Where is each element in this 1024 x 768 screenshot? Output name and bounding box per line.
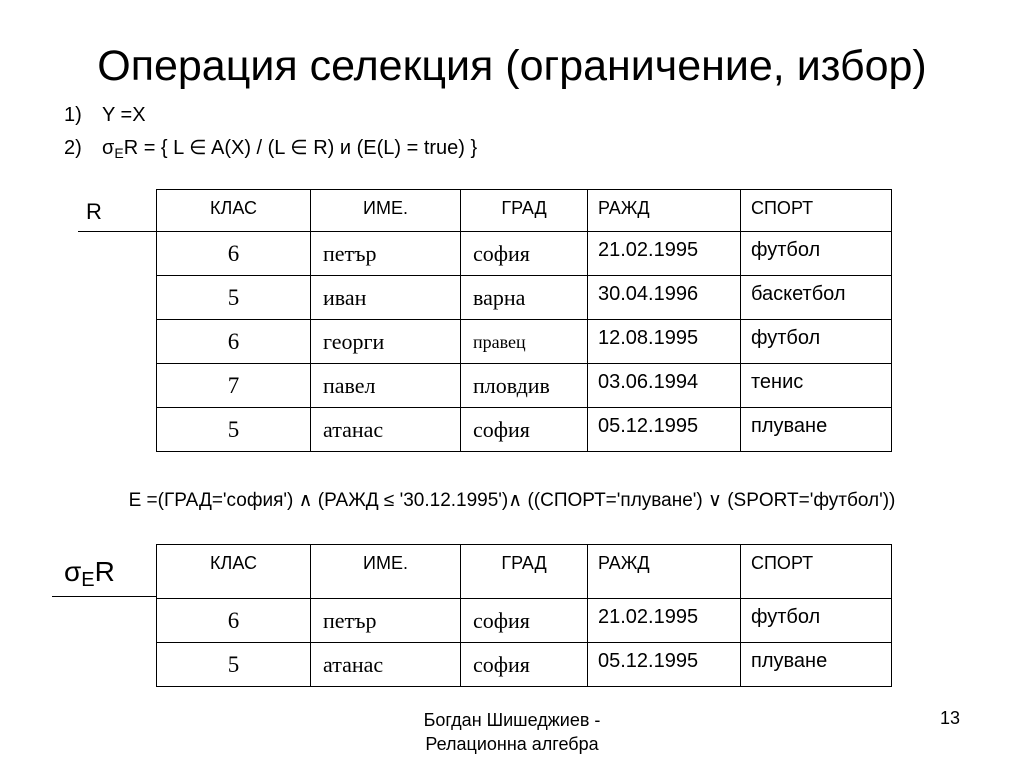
table-cell: софия (461, 599, 588, 643)
header-cell: СПОРТ (741, 190, 892, 232)
table-cell: атанас (311, 408, 461, 452)
rule-2-number: 2) (64, 137, 82, 159)
header-cell: ГРАД (461, 545, 588, 599)
rule-2-subscript: E (114, 145, 124, 161)
table-cell: 7 (157, 364, 311, 408)
table-cell: софия (461, 643, 588, 687)
table-cell: 05.12.1995 (588, 408, 741, 452)
table-cell: футбол (741, 232, 892, 276)
table-row (157, 408, 892, 452)
table-cell: пловдив (461, 364, 588, 408)
result-relation-label (64, 556, 115, 591)
table-cell: павел (311, 364, 461, 408)
result-relation-underline (52, 596, 156, 597)
rule-2-text: R = { L ∈ A(X) / (L ∈ R) и (E(L) = true) } (123, 137, 478, 159)
table-cell: правец (461, 320, 588, 364)
slide-footer (362, 708, 662, 756)
table-cell: иван (311, 276, 461, 320)
header-cell: ГРАД (461, 190, 588, 232)
table-cell: 03.06.1994 (588, 364, 741, 408)
relation-r-label: R (86, 199, 102, 224)
table-cell: 30.04.1996 (588, 276, 741, 320)
sigma-symbol: σ (102, 137, 115, 159)
slide-title: Операция селекция (ограничение, избор) (97, 42, 927, 90)
table-cell: петър (311, 232, 461, 276)
table-cell: 6 (157, 320, 311, 364)
header-cell: ИМЕ. (311, 545, 461, 599)
table-cell: георги (311, 320, 461, 364)
table-cell: 12.08.1995 (588, 320, 741, 364)
rule-1-number: 1) (64, 104, 82, 126)
rule-2-body (102, 136, 477, 161)
table-cell: петър (311, 599, 461, 643)
table-cell: 5 (157, 276, 311, 320)
table-cell: футбол (741, 320, 892, 364)
table-cell: 5 (157, 408, 311, 452)
table-cell: 5 (157, 643, 311, 687)
table-cell: 21.02.1995 (588, 232, 741, 276)
table-cell: плуване (741, 408, 892, 452)
table-cell: 6 (157, 232, 311, 276)
table-cell: варна (461, 276, 588, 320)
table-cell: атанас (311, 643, 461, 687)
table-row (157, 320, 892, 364)
footer-author: Богдан Шишеджиев - (423, 710, 601, 730)
rule-2 (64, 136, 684, 164)
rule-1-text: Y =X (102, 104, 146, 126)
result-relation-table (156, 544, 892, 687)
table-row (157, 364, 892, 408)
table-row (157, 232, 892, 276)
table-row (157, 599, 892, 643)
table-cell: 05.12.1995 (588, 643, 741, 687)
result-label-subscript: E (81, 569, 95, 591)
table-cell: 6 (157, 599, 311, 643)
page-number: 13 (940, 708, 961, 728)
header-cell: РАЖД (588, 190, 741, 232)
result-label-relation: R (94, 556, 115, 587)
header-cell: КЛАС (157, 545, 311, 599)
table-cell: софия (461, 232, 588, 276)
sigma-symbol: σ (64, 556, 82, 587)
table-cell: софия (461, 408, 588, 452)
footer-subject: Релационна алгебра (425, 734, 599, 754)
header-cell: СПОРТ (741, 545, 892, 599)
table-cell: тенис (741, 364, 892, 408)
relation-r-table (156, 189, 892, 452)
table-row (157, 643, 892, 687)
header-cell: ИМЕ. (311, 190, 461, 232)
table-cell: футбол (741, 599, 892, 643)
selection-condition: E =(ГРАД='софия') ∧ (РАЖД ≤ '30.12.1995')∧ ((СПОРТ='плуване') ∨ (SPORT='футбол')) (128, 490, 896, 511)
header-cell: РАЖД (588, 545, 741, 599)
table-header-row (157, 190, 892, 232)
table-header-row (157, 545, 892, 599)
table-cell: баскетбол (741, 276, 892, 320)
rule-1 (64, 103, 664, 127)
table-cell: плуване (741, 643, 892, 687)
table-cell: 21.02.1995 (588, 599, 741, 643)
relation-r-underline (78, 231, 156, 232)
header-cell: КЛАС (157, 190, 311, 232)
table-row (157, 276, 892, 320)
